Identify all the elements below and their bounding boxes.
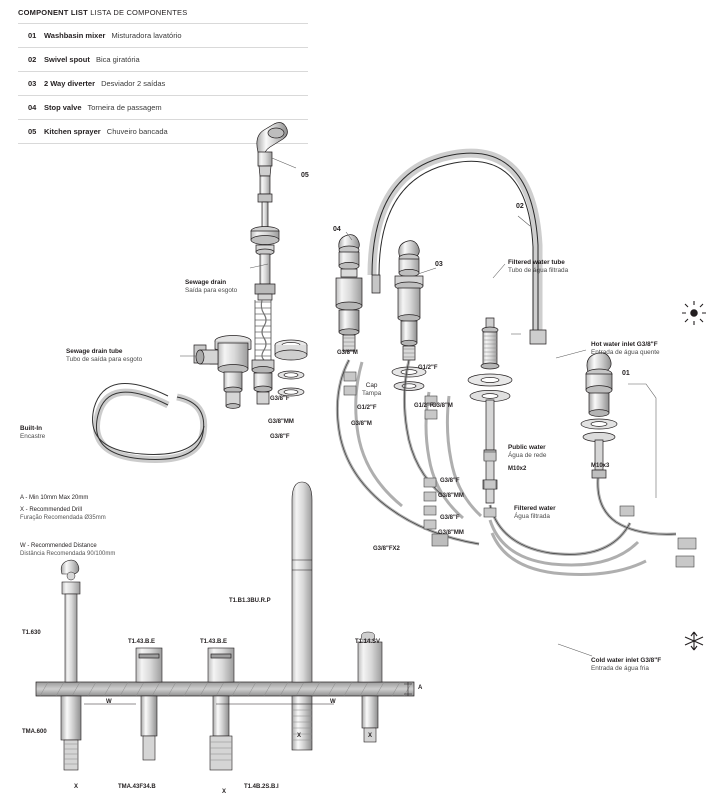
component-name-en: Stop valve: [44, 103, 82, 112]
part-filtered-water-cartridge: [468, 318, 512, 503]
component-name-en: Washbasin mixer: [44, 31, 106, 40]
install-sprayer: [61, 560, 81, 770]
part-code-t14b2sbi: T1.4B.2S.B.I: [244, 784, 279, 790]
note-distance-w: W - Recommended Distance Distância Recomendada 90/100mm: [20, 543, 116, 557]
thread-g38mm-3: G3/8"MM: [438, 530, 464, 536]
dimension-w-1: W: [106, 699, 112, 705]
component-name-pt: Desviador 2 saídas: [101, 79, 166, 88]
thread-g38f-2: G3/8"F: [270, 434, 290, 440]
install-spout: [292, 482, 312, 750]
label-sewage-drain: Sewage drain Saída para esgoto: [185, 279, 238, 295]
callout-05: 05: [301, 172, 309, 179]
part-washbasin-mixer: [581, 353, 617, 478]
callout-01: 01: [622, 370, 630, 377]
hot-water-marker: [682, 301, 706, 325]
thread-g38mm-1: G3/8"MM: [268, 419, 294, 425]
part-code-t1630: T1.630: [22, 630, 41, 636]
thread-g12f-2: G1/2"F: [418, 365, 438, 371]
dimension-x-1: X: [74, 784, 79, 790]
thread-g38fx2: G3/8"FX2: [373, 546, 400, 552]
thread-g38m-3: G3/8"M: [432, 403, 453, 409]
component-name-en: 2 Way diverter: [44, 79, 95, 88]
thread-g38m-1: G3/8"M: [337, 350, 358, 356]
label-filtered-water-tube: Filtered water tube Tubo de água filtrada: [508, 259, 569, 275]
dimension-w-2: W: [330, 699, 336, 705]
component-name-pt: Bica giratória: [95, 55, 140, 64]
callout-03: 03: [435, 261, 443, 268]
thread-m10x2: M10x2: [508, 466, 527, 472]
thread-g38m-2: G3/8"M: [351, 421, 372, 427]
thread-m10x3: M10x3: [591, 463, 610, 469]
label-cap: Cap Tampa: [362, 382, 382, 398]
hose-network: [337, 360, 676, 575]
thread-g38mm-2: G3/8"MM: [438, 493, 464, 499]
component-number: 03: [28, 79, 37, 88]
note-drill-a: A - Min 10mm Max 20mm: [20, 495, 89, 501]
component-name-pt: Torneira de passagem: [87, 103, 162, 112]
component-number: 05: [28, 127, 37, 136]
note-drill-x: X - Recommended Drill Furação Recomendada Ø35mm: [20, 507, 106, 521]
thread-g12f-3: G1/2"F: [357, 405, 377, 411]
label-filtered-water: Filtered water Água filtrada: [514, 505, 556, 521]
label-cold-water-inlet: Cold water inlet G3/8"F Entrada de água fria: [591, 657, 662, 673]
component-number: 01: [28, 31, 37, 40]
label-public-water: Public water Água de rede: [508, 444, 547, 460]
component-name-en: Kitchen sprayer: [44, 127, 101, 136]
part-washer-rings: [275, 340, 307, 396]
dimension-x-2: X: [222, 789, 227, 795]
dimension-a: A: [418, 685, 423, 691]
label-sewage-drain-tube: Sewage drain tube Tubo de saída para esgoto: [66, 348, 143, 364]
component-number: 02: [28, 55, 37, 64]
install-handle-right: [208, 648, 234, 770]
dimension-x-4: X: [368, 733, 373, 739]
part-code-t143be-1: T1.43.B.E: [128, 639, 156, 645]
component-name-pt: Misturadora lavatório: [111, 31, 182, 40]
part-stop-valve: [336, 235, 362, 351]
component-list-title-pt: LISTA DE COMPONENTES: [90, 8, 188, 17]
label-built-in: Built-In Encastre: [20, 425, 46, 441]
component-list-title-en: COMPONENT LIST: [18, 8, 88, 17]
label-hot-water-inlet: Hot water inlet G3/8"F Entrada de água quente: [591, 341, 660, 357]
thread-g38f-1: G3/8"F: [270, 396, 290, 402]
install-handle-left: [136, 648, 162, 760]
thread-g38f-4: G3/8"F: [440, 515, 460, 521]
callout-02: 02: [516, 203, 524, 210]
countertop-installation: [36, 482, 414, 770]
dimension-x-3: X: [297, 733, 302, 739]
thread-g12f-1: G1/2"F: [414, 403, 434, 409]
part-sewage-drain: [194, 336, 251, 409]
component-name-pt: Chuveiro bancada: [106, 127, 168, 136]
component-number: 04: [28, 103, 37, 112]
part-sewage-drain-tube: [93, 352, 222, 459]
part-code-tma43f34b: TMA.43F34.B: [118, 784, 156, 790]
part-code-t1b13bu: T1.B1.3BU.R.P: [229, 598, 271, 604]
cold-water-marker: [685, 632, 703, 650]
thread-g38f-3: G3/8"F: [440, 478, 460, 484]
part-code-t143be-2: T1.43.B.E: [200, 639, 228, 645]
component-name-en: Swivel spout: [44, 55, 90, 64]
part-kitchen-sprayer: [251, 123, 287, 404]
part-code-tma600: TMA.600: [22, 729, 47, 735]
callout-04: 04: [333, 226, 341, 233]
part-code-t114sv: T1.14.SV: [355, 639, 381, 645]
